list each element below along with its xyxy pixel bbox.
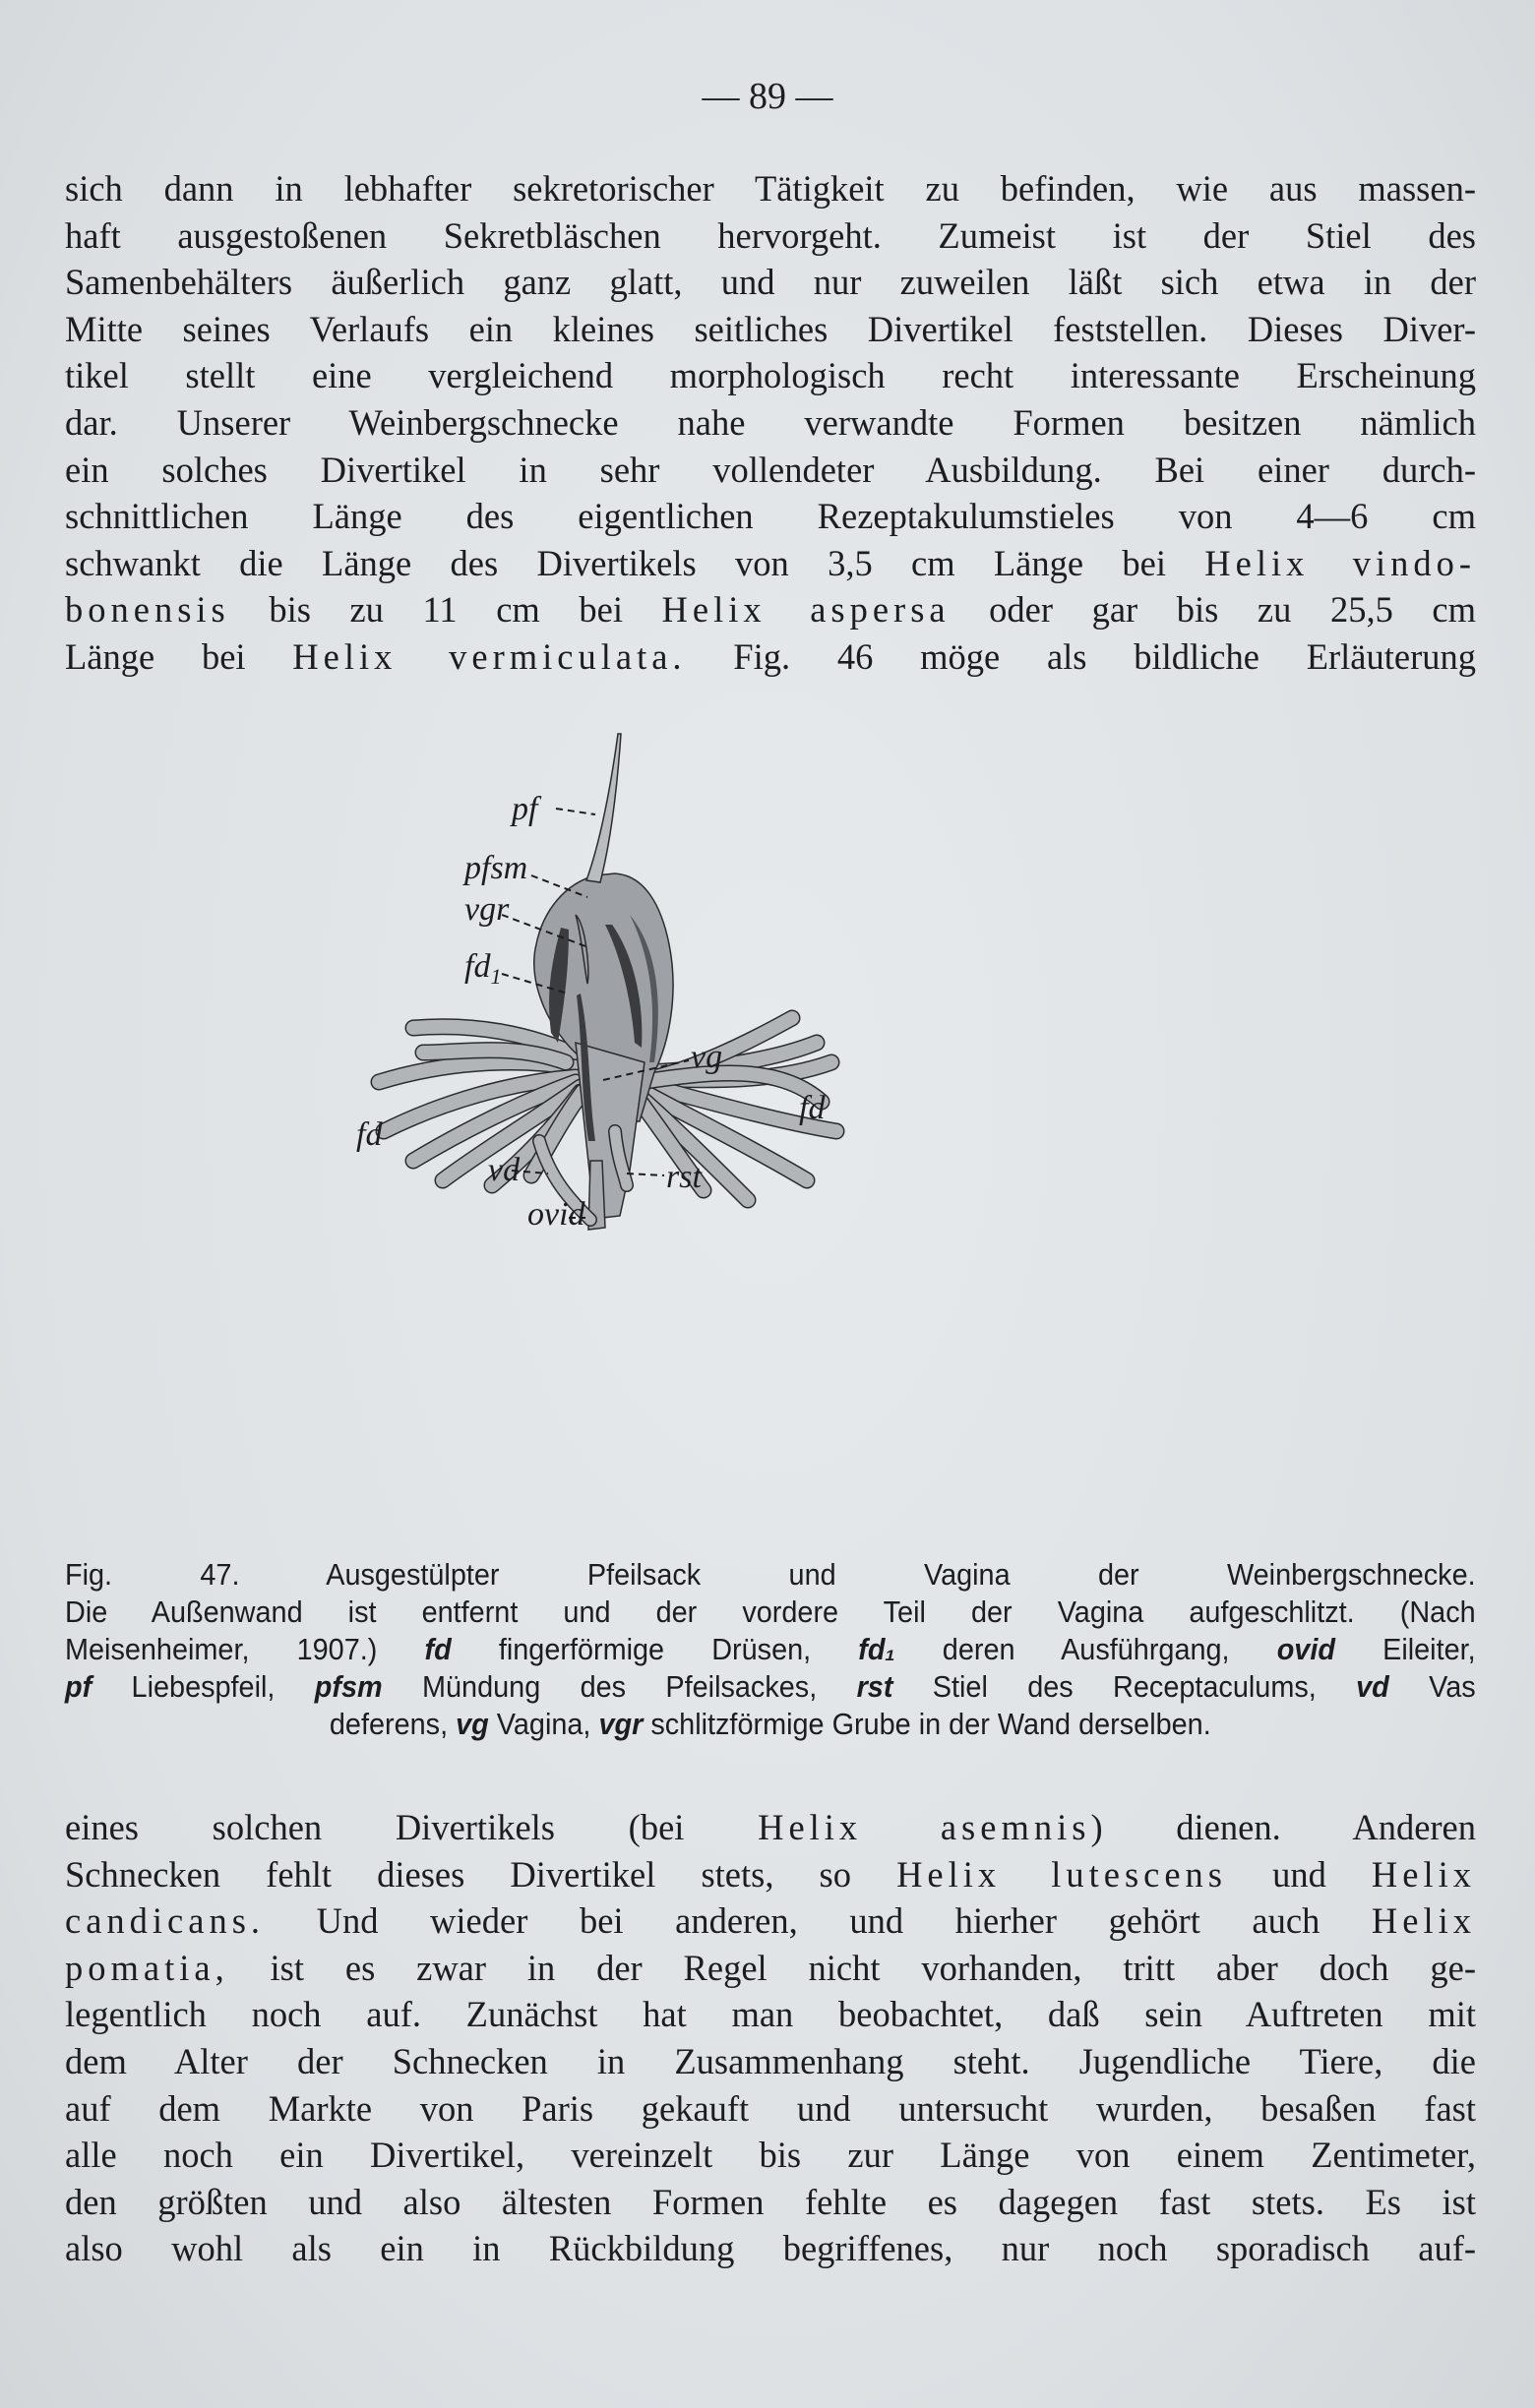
- text-segment: deren Ausführgang,: [894, 1632, 1277, 1666]
- spaced-species-name: Helix asemnis: [758, 1807, 1091, 1847]
- text-segment: eines solchen Divertikels (bei: [65, 1807, 759, 1847]
- italic-abbreviation: fd₁: [858, 1632, 895, 1666]
- text-segment: oder gar bis zu 25,5 cm: [950, 589, 1476, 631]
- text-line: [65, 2038, 1476, 2085]
- text-segment: Vagina,: [488, 1707, 599, 1741]
- text-segment: Mündung des Pfeilsackes,: [382, 1669, 857, 1704]
- text-segment: Die Außenwand ist entfernt und der vordere Teil der Vagina aufgeschlitzt. (Nach: [65, 1595, 1476, 1629]
- text-segment: ist es zwar in der Regel nicht vorhanden, tritt aber doch ge-: [228, 1947, 1476, 1988]
- text-segment: Vas: [1388, 1669, 1476, 1704]
- spaced-species-name: Helix aspersa: [661, 589, 951, 631]
- italic-abbreviation: pf: [65, 1669, 92, 1704]
- italic-abbreviation: pfsm: [314, 1669, 383, 1704]
- text-segment: ein solches Divertikel in sehr vollendeter Ausbildung. Bei einer durch-: [65, 449, 1476, 490]
- paragraph-bottom: [65, 1804, 1476, 2272]
- text-segment: dar. Unserer Weinbergschnecke nahe verwandte Formen besitzen nämlich: [65, 401, 1476, 443]
- text-segment: Samenbehälters äußerlich ganz glatt, und nur zuweilen läßt sich etwa in der: [65, 262, 1476, 303]
- italic-abbreviation: rst: [856, 1669, 893, 1704]
- text-segment: auf dem Markte von Paris gekauft und untersucht wurden, besaßen fast: [65, 2087, 1476, 2129]
- text-segment: ) dienen. Anderen: [1090, 1807, 1477, 1847]
- figure-caption: [65, 1556, 1476, 1743]
- text-segment: und: [1227, 1853, 1372, 1895]
- text-segment: schlitzförmige Grube in der Wand derselben.: [643, 1707, 1211, 1741]
- text-line: [65, 1945, 1476, 1992]
- text-line: [65, 1897, 1476, 1945]
- text-segment: deferens,: [329, 1707, 457, 1741]
- text-segment: schwankt die Länge des Divertikels von 3,5 cm Länge bei: [65, 542, 1205, 583]
- spaced-species-name: Helix: [1371, 1900, 1476, 1942]
- label-pf: pf: [512, 791, 538, 827]
- love-dart-pf: [586, 734, 621, 882]
- text-segment: bis zu 11 cm bei: [229, 589, 662, 631]
- text-segment: Liebespfeil,: [92, 1669, 315, 1704]
- text-segment: Mitte seines Verlaufs ein kleines seitliches Divertikel feststellen. Dieses Diver-: [65, 308, 1476, 349]
- italic-abbreviation: vg: [456, 1707, 489, 1741]
- italic-abbreviation: fd: [424, 1632, 452, 1666]
- label-vd: vd: [488, 1152, 521, 1188]
- text-segment: Länge bei: [65, 635, 293, 677]
- text-segment: alle noch ein Divertikel, vereinzelt bis zur Länge von einem Zentimeter,: [65, 2135, 1476, 2176]
- text-line: [65, 1706, 1476, 1743]
- text-line: [65, 2085, 1476, 2133]
- text-line: [65, 1556, 1476, 1594]
- label-rst: rst: [666, 1159, 702, 1195]
- text-segment: also wohl als ein in Rückbildung begriffenes, nur noch sporadisch auf-: [65, 2228, 1476, 2269]
- text-segment: Stiel des Receptaculums,: [892, 1669, 1357, 1704]
- label-vgr: vgr: [464, 891, 510, 928]
- text-line: [65, 1991, 1476, 2038]
- text-segment: dem Alter der Schnecken in Zusammenhang steht. Jugendliche Tiere, die: [65, 2040, 1476, 2081]
- italic-abbreviation: ovid: [1276, 1632, 1335, 1666]
- text-segment: Fig. 46 möge als bildliche Erläuterung: [686, 635, 1476, 677]
- text-segment: haft ausgestoßenen Sekretbläschen hervorgeht. Zumeist ist der Stiel des: [65, 214, 1476, 256]
- spaced-species-name: Helix vindo-: [1204, 542, 1476, 583]
- text-segment: Meisenheimer, 1907.): [65, 1632, 425, 1666]
- text-segment: Eileiter,: [1334, 1632, 1476, 1666]
- text-segment: Und wieder bei anderen, und hierher gehört auch: [265, 1900, 1372, 1942]
- text-segment: schnittlichen Länge des eigentlichen Rezeptakulumstieles von 4—6 cm: [65, 496, 1476, 537]
- text-segment: legentlich noch auf. Zunächst hat man beobachtet, daß sein Auftreten mit: [65, 1994, 1476, 2035]
- italic-abbreviation: vgr: [598, 1707, 644, 1741]
- label-fd1: $fd_1$: [464, 948, 502, 989]
- spaced-species-name: candicans.: [65, 1900, 266, 1942]
- text-segment: tikel stellt eine vergleichend morphologisch recht interessante Erscheinung: [65, 355, 1476, 396]
- text-segment: Schnecken fehlt dieses Divertikel stets, so: [65, 1853, 897, 1895]
- label-fd-right: fd: [799, 1090, 826, 1126]
- spaced-species-name: Helix: [1371, 1853, 1476, 1895]
- text-line: [65, 1631, 1476, 1668]
- spaced-species-name: pomatia,: [65, 1947, 229, 1988]
- text-line: [65, 1851, 1476, 1898]
- text-segment: Fig. 47. Ausgestülpter Pfeilsack und Vagina der Weinbergschnecke.: [65, 1557, 1476, 1592]
- text-line: [65, 2132, 1476, 2179]
- text-segment: fingerförmige Drüsen,: [451, 1632, 859, 1666]
- spaced-species-name: bonensis: [65, 589, 230, 631]
- text-line: [65, 2225, 1476, 2272]
- label-fd-left: fd: [356, 1116, 383, 1153]
- page-number: — 89 —: [702, 76, 833, 117]
- text-line: [65, 1594, 1476, 1631]
- text-segment: sich dann in lebhafter sekretorischer Tätigkeit zu befinden, wie aus massen-: [65, 168, 1476, 209]
- italic-abbreviation: vd: [1356, 1669, 1389, 1704]
- label-pfsm: pfsm: [464, 850, 528, 886]
- text-line: [65, 2179, 1476, 2226]
- label-vg: vg: [691, 1039, 723, 1075]
- label-ovid: ovid: [527, 1196, 585, 1233]
- text-line: [65, 1668, 1476, 1706]
- spaced-species-name: Helix lutescens: [896, 1853, 1228, 1895]
- text-line: [65, 1804, 1476, 1851]
- text-segment: den größten und also ältesten Formen fehlte es dagegen fast stets. Es ist: [65, 2181, 1476, 2222]
- spaced-species-name: Helix vermiculata.: [292, 635, 687, 677]
